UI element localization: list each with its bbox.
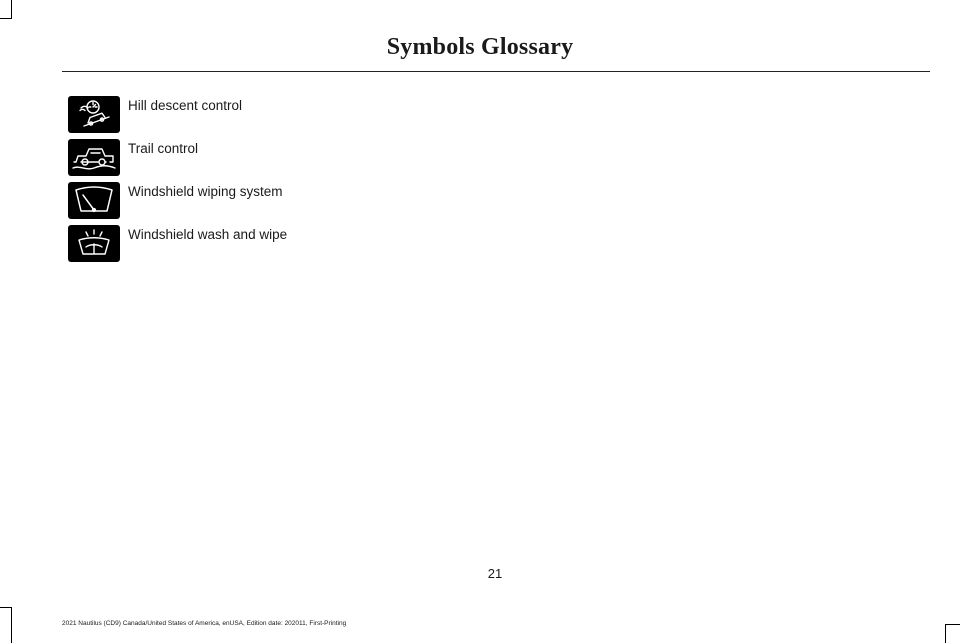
entry-label: Trail control bbox=[128, 141, 199, 156]
crop-mark-bottom-right-h bbox=[945, 624, 960, 625]
edition-footer: 2021 Nautilus (CD9) Canada/United States of America, enUSA, Edition date: 202011, First-Printing bbox=[62, 620, 347, 627]
crop-mark-top-left-v bbox=[11, 0, 12, 18]
page-title: Symbols Glossary bbox=[386, 34, 574, 60]
crop-mark-bottom-left-h bbox=[0, 607, 12, 608]
entry-label: Windshield wash and wipe bbox=[128, 227, 288, 242]
windshield-wiper-icon bbox=[68, 182, 120, 219]
header-rule bbox=[62, 71, 930, 72]
crop-mark-bottom-right-v bbox=[945, 624, 946, 643]
entry-label: Windshield wiping system bbox=[128, 184, 283, 199]
trail-control-icon bbox=[68, 139, 120, 176]
page-number: 21 bbox=[487, 566, 503, 581]
windshield-wash-wipe-icon bbox=[68, 225, 120, 262]
crop-mark-top-left-h bbox=[0, 18, 12, 19]
hill-descent-control-icon bbox=[68, 96, 120, 133]
crop-mark-bottom-left-v bbox=[11, 607, 12, 643]
entry-label: Hill descent control bbox=[128, 98, 243, 113]
